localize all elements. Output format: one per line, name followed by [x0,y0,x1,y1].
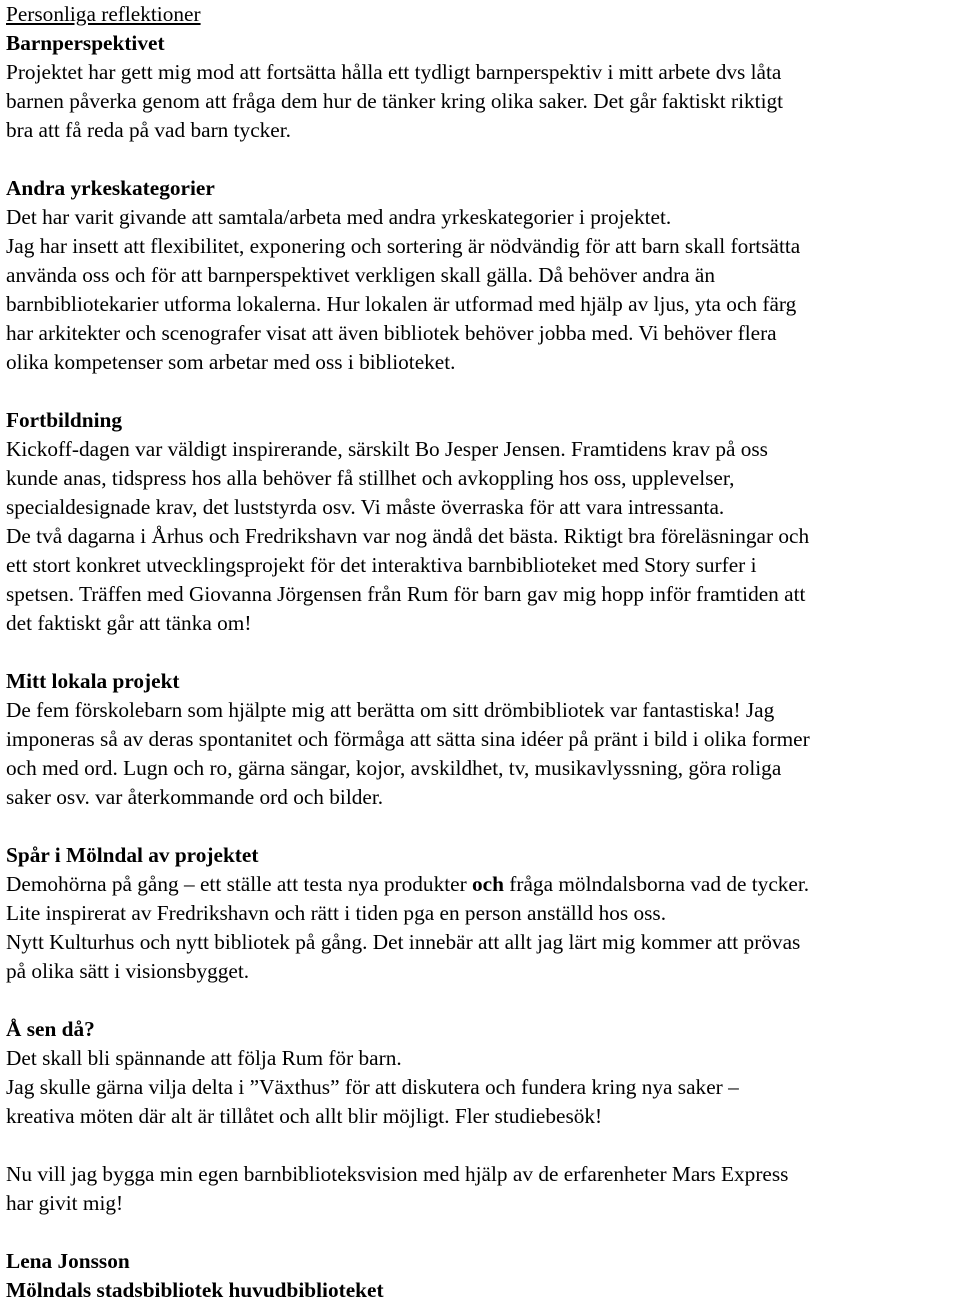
spacer [6,1131,954,1160]
paragraph-line: på olika sätt i visionsbygget. [6,959,250,983]
paragraph-line: bra att få reda på vad barn tycker. [6,118,291,142]
paragraph-line: spetsen. Träffen med Giovanna Jörgensen från Rum för barn gav mig hopp inför framtiden att [6,582,806,606]
spacer [6,986,954,1015]
paragraph-line: kreativa möten där alt är tillåtet och allt blir möjligt. Fler studiebesök! [6,1104,603,1128]
paragraph-line: Kickoff-dagen var väldigt inspirerande, särskilt Bo Jesper Jensen. Framtidens krav på oss [6,437,768,461]
signature-organization: Mölndals stadsbibliotek huvudbiblioteket [6,1278,384,1302]
section-heading-barnperspektivet: Barnperspektivet [6,31,165,55]
closing-line: Nu vill jag bygga min egen barnbiblioteksvision med hjälp av de erfarenheter Mars Express [6,1162,789,1186]
paragraph-line: De fem förskolebarn som hjälpte mig att berätta om sitt drömbibliotek var fantastiska! Jag [6,698,775,722]
spacer [6,145,954,174]
paragraph-line: Det skall bli spännande att följa Rum för barn. [6,1046,402,1070]
paragraph-line: Lite inspirerat av Fredrikshavn och rätt i tiden pga en person anställd hos oss. [6,901,667,925]
spacer [6,638,954,667]
paragraph-line: specialdesignade krav, det luststyrda osv. Vi måste överraska för att vara intressanta. [6,495,725,519]
paragraph-line: imponeras så av deras spontanitet och förmåga att sätta sina idéer på pränt i bild i olika former [6,727,810,751]
section-heading-spar-i-molndal: Spår i Mölndal av projektet [6,843,259,867]
paragraph-line: Jag skulle gärna vilja delta i ”Växthus” för att diskutera och fundera kring nya saker – [6,1075,739,1099]
spacer [6,1218,954,1247]
paragraph-line: har arkitekter och scenografer visat att även bibliotek behöver jobba med. Vi behöver flera [6,321,777,345]
paragraph-line: det faktiskt går att tänka om! [6,611,252,635]
text-segment: fråga mölndalsborna vad de tycker. [503,872,810,896]
bold-word: och [472,872,504,896]
paragraph-line: och med ord. Lugn och ro, gärna sängar, kojor, avskildhet, tv, musikavlyssning, göra roliga [6,756,782,780]
section-heading-mitt-lokala-projekt: Mitt lokala projekt [6,669,180,693]
section-heading-a-sen-da: Å sen då? [6,1017,95,1041]
section-heading-andra-yrkeskategorier: Andra yrkeskategorier [6,176,215,200]
section-heading-fortbildning: Fortbildning [6,408,122,432]
paragraph-line: Jag har insett att flexibilitet, exponering och sortering är nödvändig för att barn skall fortsätta [6,234,801,258]
paragraph-line: De två dagarna i Århus och Fredrikshavn var nog ändå det bästa. Riktigt bra föreläsningar och [6,524,810,548]
paragraph-line: Nytt Kulturhus och nytt bibliotek på gång. Det innebär att allt jag lärt mig kommer att prövas [6,930,801,954]
signature-name: Lena Jonsson [6,1249,130,1273]
text-segment: Demohörna på gång – ett ställe att testa nya produkter [6,872,473,896]
document-title: Personliga reflektioner [6,2,201,26]
paragraph-line: barnbibliotekarier utforma lokalerna. Hur lokalen är utformad med hjälp av ljus, yta och färg [6,292,797,316]
spacer [6,812,954,841]
closing-line: har givit mig! [6,1191,124,1215]
paragraph-line: saker osv. var återkommande ord och bilder. [6,785,384,809]
paragraph-line: olika kompetenser som arbetar med oss i biblioteket. [6,350,456,374]
paragraph-line [6,870,954,899]
paragraph-line: Projektet har gett mig mod att fortsätta hålla ett tydligt barnperspektiv i mitt arbete dvs låta [6,60,782,84]
paragraph-line: kunde anas, tidspress hos alla behöver få stillhet och avkoppling hos oss, upplevelser, [6,466,735,490]
spacer [6,377,954,406]
paragraph-line: använda oss och för att barnperspektivet verkligen skall gälla. Då behöver andra än [6,263,716,287]
paragraph-line: Det har varit givande att samtala/arbeta med andra yrkeskategorier i projektet. [6,205,672,229]
paragraph-line: barnen påverka genom att fråga dem hur de tänker kring olika saker. Det går faktiskt riktigt [6,89,784,113]
paragraph-line: ett stort konkret utvecklingsprojekt för det interaktiva barnbiblioteket med Story surfer i [6,553,757,577]
